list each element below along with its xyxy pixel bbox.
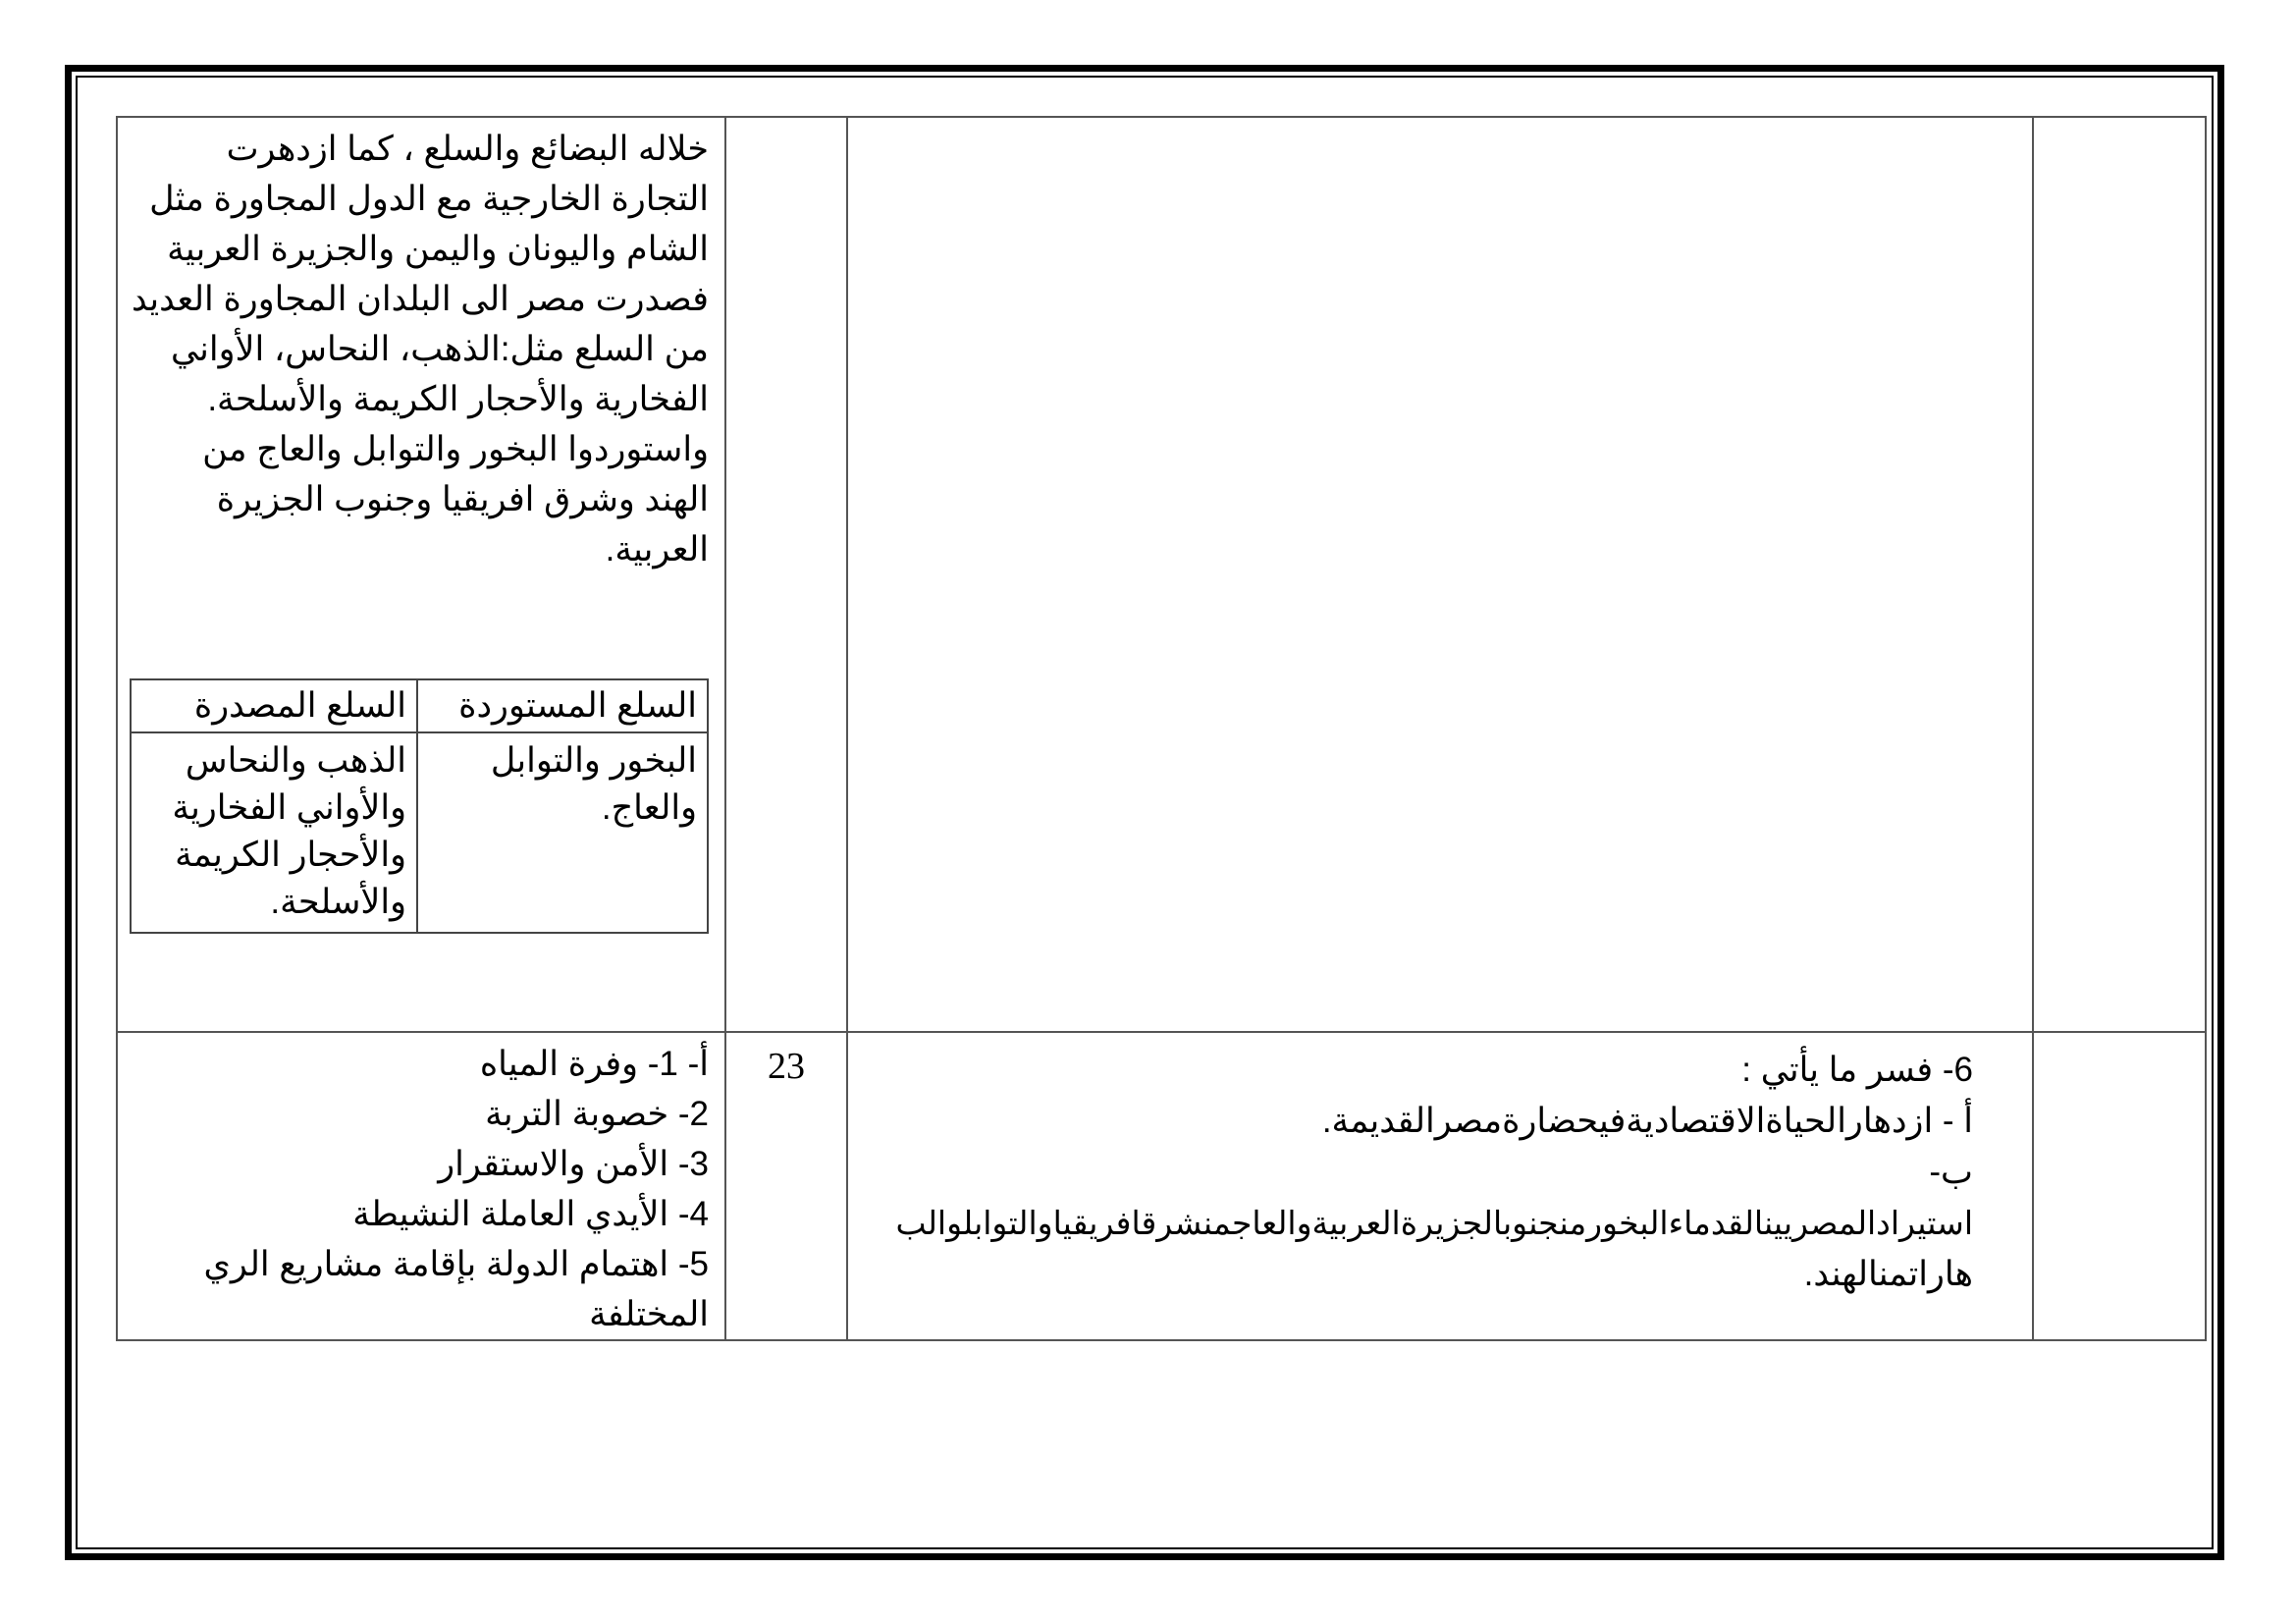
answer-cell	[117, 117, 725, 1032]
answer-line: من السلع مثل:الذهب، النحاس، الأواني	[171, 330, 709, 368]
marks-cell	[2033, 117, 2206, 1032]
goods-table-row	[131, 732, 708, 933]
marks-cell	[2033, 1032, 2206, 1340]
exports-header: السلع المصدرة	[131, 679, 417, 732]
answer-line: 5- اهتمام الدولة بإقامة مشاريع الري	[203, 1245, 709, 1283]
table-row	[117, 1032, 2206, 1340]
answer-line: 4- الأيدي العاملة النشيطة	[352, 1195, 709, 1233]
exports-line: الذهب والنحاس	[185, 741, 406, 780]
question-line: ب-	[1929, 1153, 1973, 1191]
answer-line: واستوردوا البخور والتوابل والعاج من	[202, 430, 709, 468]
imports-line: البخور والتوابل	[490, 741, 697, 780]
imports-line: والعاج.	[601, 788, 697, 827]
answer-line: 3- الأمن والاستقرار	[438, 1145, 709, 1183]
number-cell: 23	[725, 1032, 847, 1340]
answer-line: خلاله البضائع والسلع ، كما ازدهرت	[226, 130, 709, 168]
exports-line: والأواني الفخارية	[172, 788, 406, 827]
answer-key-table	[116, 116, 2207, 1341]
question-line: أ - ازدهارالحياةالاقتصاديةفيحضارةمصرالقديمة.	[1321, 1102, 1973, 1140]
answer-line: الفخارية والأحجار الكريمة والأسلحة.	[207, 380, 709, 418]
question-line: هاراتمنالهند.	[1803, 1255, 1973, 1293]
table-row	[117, 117, 2206, 1032]
answer-line: الهند وشرق افريقيا وجنوب الجزيرة	[216, 480, 709, 518]
question-line: استيرادالمصريينالقدماءالبخورمنجنوبالجزيرةالعربيةوالعاجمنشرقافريقياوالتوابلوالب	[895, 1205, 1973, 1241]
answer-line: أ- 1- وفرة المياه	[479, 1045, 709, 1083]
answer-line: المختلفة	[589, 1295, 709, 1333]
question-cell	[847, 1032, 2033, 1340]
number-cell	[725, 117, 847, 1032]
question-cell	[847, 117, 2033, 1032]
answer-cell	[117, 1032, 725, 1340]
exports-cell	[131, 732, 417, 933]
imports-header: السلع المستوردة	[417, 679, 708, 732]
goods-table-header	[131, 679, 708, 732]
exports-line: والأحجار الكريمة	[175, 836, 406, 874]
exports-line: والأسلحة.	[270, 883, 406, 921]
answer-line: العربية.	[605, 530, 709, 568]
goods-table	[130, 678, 709, 934]
answer-line: الشام واليونان واليمن والجزيرة العربية	[167, 230, 709, 268]
answer-line: فصدرت مصر الى البلدان المجاورة العديد	[131, 280, 709, 318]
question-title: 6- فسر ما يأتي :	[1741, 1051, 1973, 1089]
answer-line: التجارة الخارجية مع الدول المجاورة مثل	[149, 180, 709, 218]
imports-cell	[417, 732, 708, 933]
answer-line: 2- خصوبة التربة	[485, 1095, 709, 1133]
